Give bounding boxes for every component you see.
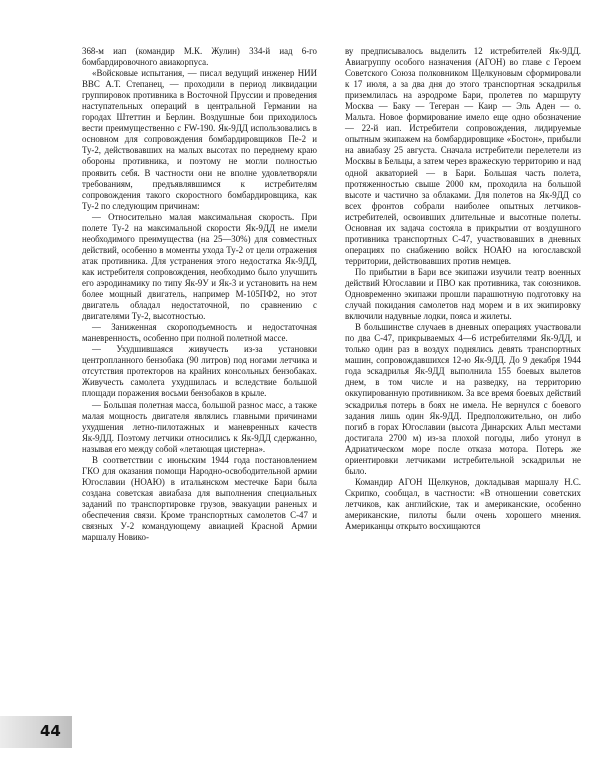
paragraph: В большинстве случаев в дневных операциях участвовали по два С-47, прикрываемых 4—6 истребителями Як-9ДД, и только один раз в воздух поднялись девять транспортных машин, сопровождавшихся 12-ю Як-9ДД. До 9 декабря 1944 года эскадрилья Як-9ДД выполнила 155 боевых вылетов днем, в том числе и на разведку, на территорию оккупированную противником. За все время боевых действий эскадрилья потерь в боях не имела. Не вернулся с боевого задания лишь один Як-9ДД. Предположительно, он либо погиб в горах Югославии (высота Динарских Альп местами достигала 2700 м) из-за плохой погоды, либо утонул в Адриатическом море после отказа мотора. Потерь же ориентировки летчиками истребительной эскадрильи не было. [345,322,581,476]
paragraph: Командир АГОН Щелкунов, докладывая маршалу Н.С. Скрипко, сообщал, в частности: «В отношении советских летчиков, как английские, так и американские, особенно американские, пилоты были очень хорошего мнения. Американцы открыто восхищаются [345,476,581,532]
paragraph: В соответствии с июньским 1944 года постановлением ГКО для оказания помощи Народно-освободительной армии Югославии (НОАЮ) в итальянском местечке Бари была создана советская авиабаза для выполнения специальных заданий по транспортировке грузов, эвакуации раненых и обеспечения связи. Кроме транспортных самолетов С-47 и связных У-2 командующему авиацией Красной Армии маршалу Новико- [82,454,317,543]
paragraph: — Большая полетная масса, большой разнос масс, а также малая мощность двигателя являлись главными причинами ухудшения летно-пилотажных и маневренных качеств Як-9ДД. Поэтому летчики относились к Як-9ДД сдержанно, называя его между собой «летающая цистерна». [82,399,317,454]
paragraph: — Ухудшившаяся живучесть из-за установки центропланного бензобака (90 литров) под ногами летчика и отсутствия протекторов на крайних консольных бензобаках. Живучесть самолета ухудшилась и вследствие большой площади поражения восьми бензобаков в крыле. [82,344,317,399]
paragraph: — Заниженная скороподъемность и недостаточная маневренность, особенно при полной полетной массе. [82,322,317,344]
page-number: 44 [40,722,61,740]
paragraph: ву предписывалось выделить 12 истребителей Як-9ДД. Авиагруппу особого назначения (АГОН) во главе с Героем Советского Союза полковником Щелкуновым сформировали к 17 июля, а за два дня до этого транспортная эскадрилья приземлилась на аэродроме Бари, пролетев по маршруту Москва — Баку — Тегеран — Каир — Эль Аден — о. Мальта. Новое формирование имело еще одно обозначение — 22-й иап. Истребители сопровождения, лидируемые опытным экипажем на бомбардировщике «Бостон», прибыли на авиабазу 25 августа. Сначала истребители перелетели из Москвы в Бельцы, а затем через вражескую территорию и над одной акваторией — в Бари. Большая часть полета, протяженностью свыше 2000 км, проходила на большой высоте и частично за облаками. Для полетов на Як-9ДД со всех фронтов собрали наиболее опытных летчиков-истребителей, освоивших длительные и высотные полеты. Основная их задача состояла в прикрытии от воздушного противника транспортных С-47, участвовавших в дневных операциях по снабжению войск НОАЮ на югославской территории, действовавших против немцев. [345,46,581,266]
paragraph: — Относительно малая максимальная скорость. При полете Ту-2 на максимальной скорости Як-9ДД не имели необходимого преимущества (на 25—30%) для совместных действий, особенно в моменты ухода Ту-2 от цели отражения атак противника. Для устранения этого недостатка Як-9ДД, как истребителя сопровождения, необходимо было улучшить его аэродинамику по типу Як-9У и Як-3 и установить на нем более мощный двигатель, например М-105ПФ2, но этот двигатель обладал недостаточной, по сравнению с двигателями Ту-2, высотностью. [82,211,317,322]
left-text-column [82,46,317,543]
right-text-column [345,46,581,532]
paragraph: 368-м иап (командир М.К. Жулин) 334-й иад 6-го бомбардировочного авиакорпуса. [82,46,317,68]
paragraph: По прибытии в Бари все экипажи изучили театр военных действий Югославии и ПВО как противника, так союзников. Одновременно экипажи прошли парашютную подготовку на случай покидания самолетов над морем и в их экипировку включили надувные лодки, пояса и жилеты. [345,266,581,322]
page-number-tab [0,716,72,748]
paragraph: «Войсковые испытания, — писал ведущий инженер НИИ ВВС А.Т. Степанец, — проходили в период ликвидации группировок противника в Восточной Пруссии и проведения наступательных операций в центральной Германии на городах Штеттин и Берлин. Воздушные бои приходилось вести преимущественно с FW-190. Як-9ДД использовались в основном для сопровождения бомбардировщиков Пе-2 и Ту-2, действовавших на малых высотах по переднему краю обороны противника, и поэтому не могли полностью проявить себя. В частности они не вполне удовлетворяли требованиям, предъявлявшимся к истребителям сопровождения такого скоростного бомбардировщика, как Ту-2 по следующим причинам: [82,68,317,211]
